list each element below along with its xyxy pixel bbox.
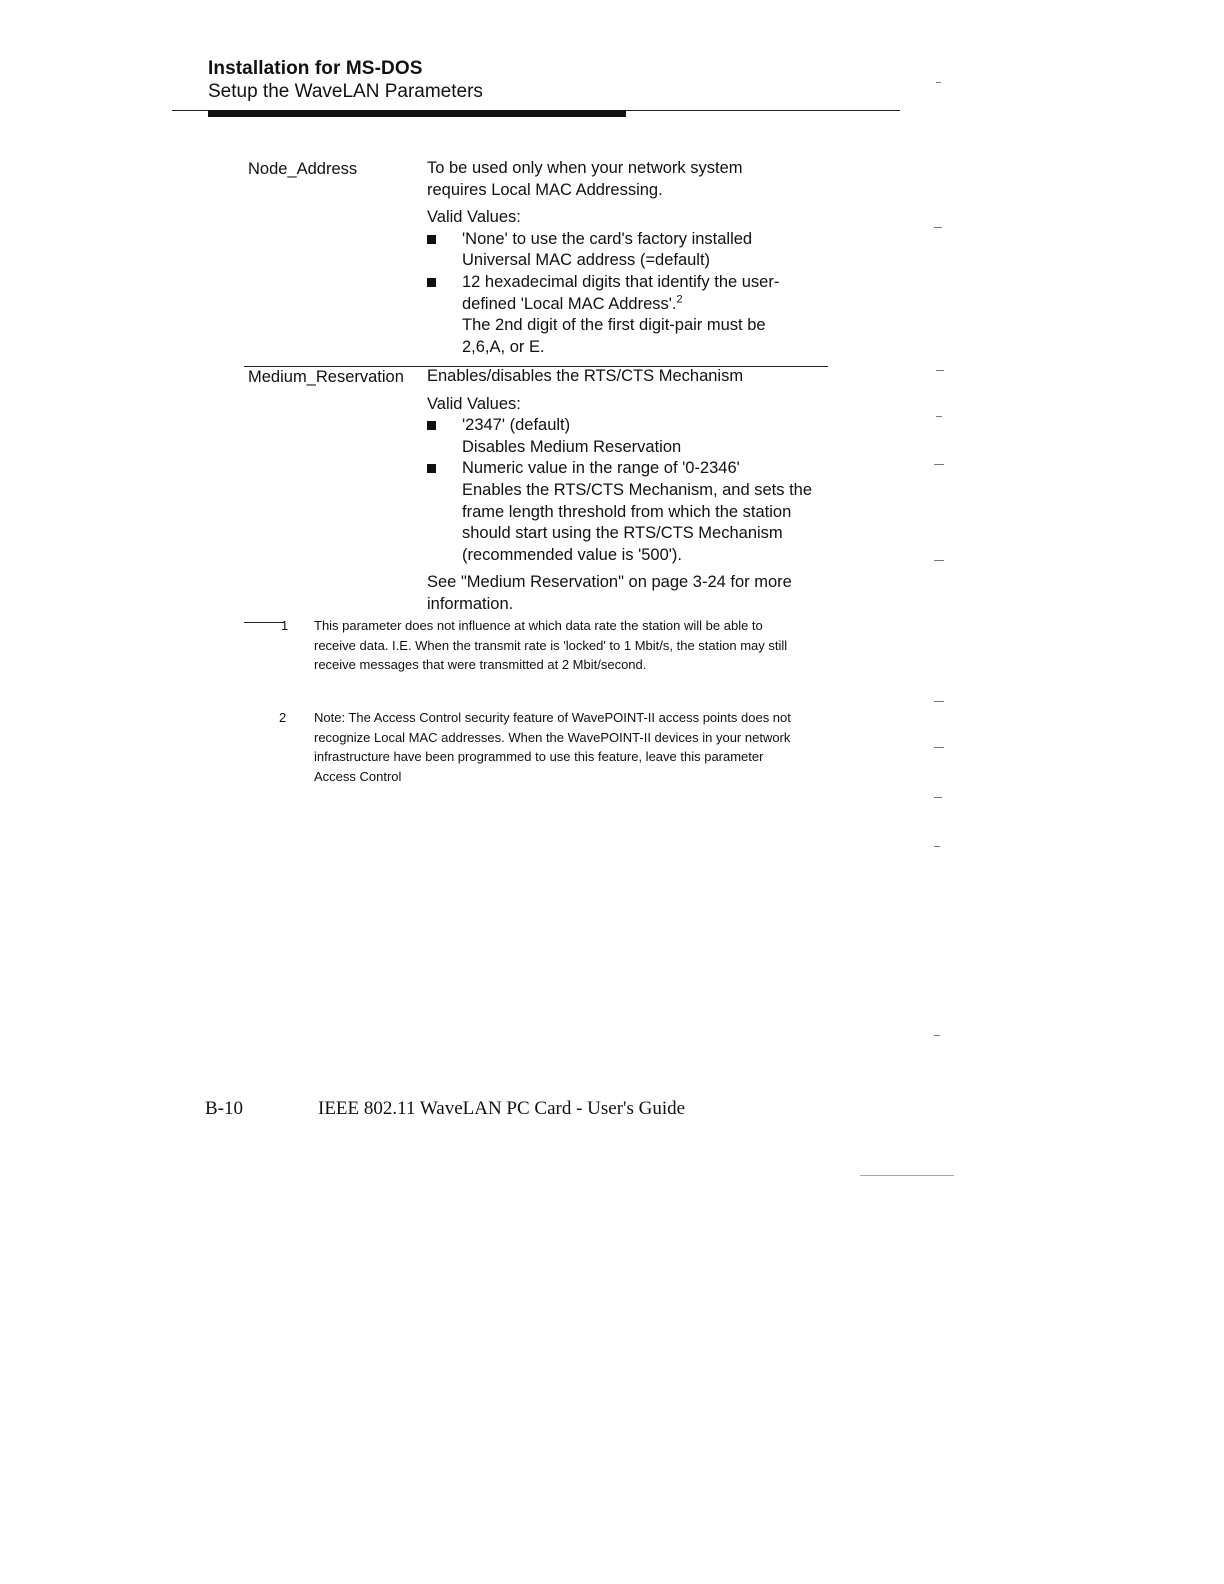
scan-speck	[936, 416, 942, 417]
list-item: 'None' to use the card's factory installed Universal MAC address (=default)	[427, 229, 827, 272]
bullet-square-icon	[427, 421, 436, 430]
list-item: '2347' (default) Disables Medium Reservation	[427, 415, 827, 458]
scan-speck	[934, 560, 944, 561]
param-intro: To be used only when your network system requires Local MAC Addressing.	[427, 159, 743, 199]
param-desc-medium-reservation	[427, 366, 827, 616]
list-item: Numeric value in the range of '0-2346' Enables the RTS/CTS Mechanism, and sets the frame length threshold from which the station should start using the RTS/CTS Mechanism (recommended value is '500').	[427, 458, 827, 566]
footnote-text: Note: The Access Control security feature of WavePOINT-II access points does not recognize Local MAC addresses. When the WavePOINT-II devices in your network infrastructure have been programmed to use this feature, leave this parameter Access Control	[314, 710, 791, 784]
bullet-square-icon	[427, 464, 436, 473]
bullet-square-icon	[427, 278, 436, 287]
header-title: Installation for MS-DOS	[208, 58, 423, 79]
scan-speck	[934, 227, 942, 228]
valid-values-label: Valid Values:	[427, 208, 521, 227]
list-item: 12 hexadecimal digits that identify the user-defined 'Local MAC Address'.$^2$ The 2nd digit of the first digit-pair must be 2,6,A, or E.	[427, 272, 827, 358]
bullet-square-icon	[427, 235, 436, 244]
header-rule-bar	[208, 110, 626, 117]
see-also-text: See "Medium Reservation" on page 3-24 for more information.	[427, 573, 792, 613]
footer-guide-title: IEEE 802.11 WaveLAN PC Card - User's Guide	[318, 1098, 686, 1119]
valid-values-list	[427, 415, 827, 566]
scan-speck	[934, 1035, 940, 1036]
param-desc-node-address	[427, 158, 827, 358]
scan-speck	[934, 846, 940, 847]
param-name-node-address: Node_Address	[248, 160, 358, 178]
scan-speck	[936, 370, 944, 371]
param-name-medium-reservation: Medium_Reservation	[248, 368, 404, 386]
scan-speck	[934, 464, 944, 465]
scan-speck	[934, 701, 944, 702]
scan-speck	[860, 1175, 954, 1176]
param-intro: Enables/disables the RTS/CTS Mechanism	[427, 367, 744, 385]
header-subtitle: Setup the WaveLAN Parameters	[208, 81, 483, 102]
footer-page-number: B-10	[205, 1098, 243, 1119]
scan-speck	[934, 747, 944, 748]
valid-values-label: Valid Values:	[427, 394, 521, 413]
scan-speck	[936, 82, 941, 83]
footnote-text: This parameter does not influence at which data rate the station will be able to receive data. I.E. When the transmit rate is 'locked' to 1 Mbit/s, the station may still receive messages that were transmitted at 2 Mbit/second.	[314, 618, 788, 673]
valid-values-list	[427, 229, 827, 359]
footnote-number: 1	[281, 618, 289, 633]
scan-speck	[934, 797, 942, 798]
footnote-ref: 2	[676, 293, 683, 306]
footnote-number: 2	[279, 710, 287, 725]
footnote-divider	[244, 622, 284, 623]
